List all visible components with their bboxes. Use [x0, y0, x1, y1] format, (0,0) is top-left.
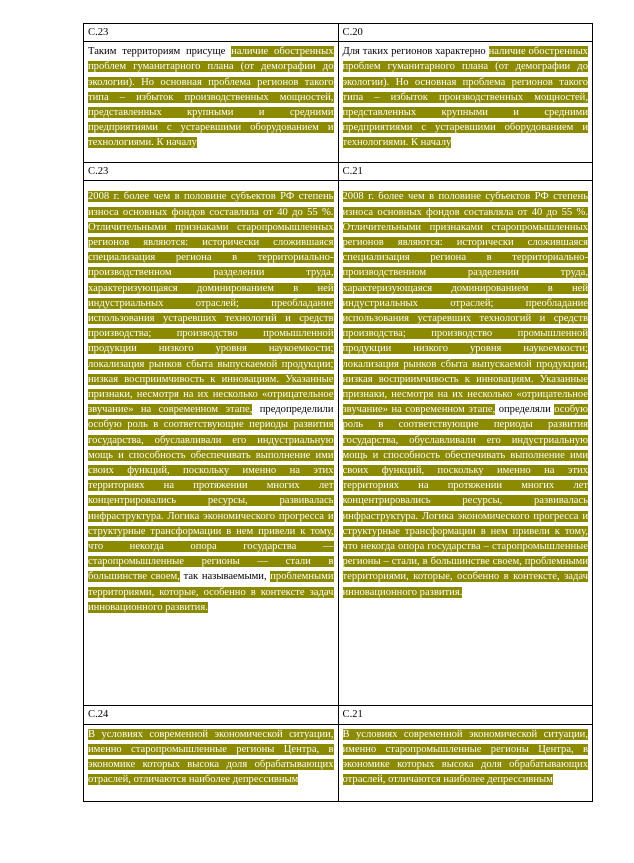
left-text-cell — [84, 724, 339, 801]
left-page-number: С.23 — [84, 24, 339, 42]
left-changed-word: так называемыми, — [183, 571, 267, 583]
left-highlighted-text: проблемными территориями, которые, особенно в контексте задач инновационного развития. — [88, 571, 334, 613]
right-text-cell — [338, 181, 593, 706]
right-page-number: С.21 — [338, 706, 593, 724]
right-page-number: С.20 — [338, 24, 593, 42]
right-text-cell — [338, 724, 593, 801]
text-row — [84, 42, 593, 163]
text-row — [84, 181, 593, 706]
left-text-cell — [84, 42, 339, 163]
right-highlighted-text: особую роль в соответствующие периоды развития государства, обуславливали его индустриальную мощь и способность обеспечивать выполнение ими своих функций, поскольку именно на этих территориях на протяжении многих лет концентрировались ресурсы, развивалась инфраструктура. Логика экономического прогресса и структурные трансформации в нем привели к тому, что некогда опора государства – старопромышленные регионы – стали, в большинстве своем, проблемными территориями, которые, особенно в контексте, задач инновационного развития. — [342, 404, 588, 598]
comparison-table — [83, 23, 593, 802]
left-highlighted-text: В условиях современной экономической ситуации, именно старопромышленные регионы Центра, в экономике которых высока доля обрабатывающих отраслей, отличаются наиболее депрессивным — [88, 728, 334, 786]
left-changed-word: предопределили — [259, 404, 334, 416]
left-page-number: С.24 — [84, 706, 339, 724]
page-header-row — [84, 24, 593, 42]
right-changed-word: определяли — [498, 404, 551, 416]
right-page-number: С.21 — [338, 163, 593, 181]
text-row — [84, 724, 593, 801]
right-highlighted-text: 2008 г. более чем в половине субъектов РФ степень износа основных фондов составляла от 40 до 55 %. Отличительными признаками старопромышленных регионов являются: исторически сложившаяся специализация региона в территориально-производственном разделении труда, характеризующаяся доминированием в ней индустриальных отраслей; преобладание использования устаревших технологий и средств производства; производство промышленной продукции низкого уровня наукоемкости; локализация рынков сбыта выпускаемой продукции; низкая восприимчивость к инновациям. Указанные признаки, несмотря на их несколько «отрицательное звучание» на современном этапе, — [342, 191, 588, 416]
left-highlighted-text: 2008 г. более чем в половине субъектов РФ степень износа основных фондов составляла от 40 до 55 %. Отличительными признаками старопромышленных регионов являются: исторически сложившаяся специализация региона в территориально-производственном разделении труда, характеризующаяся доминированием в ней индустриальных отраслей; преобладание использования устаревших технологий и средств производства; производство промышленной продукции низкого уровня наукоемкости; локализация рынков сбыта выпускаемой продукции; низкая восприимчивость к инновациям. Указанные признаки, несмотря на их несколько «отрицательное звучание» на современном этапе, — [88, 191, 334, 416]
right-highlighted-text: В условиях современной экономической ситуации, именно старопромышленные регионы Центра, в экономике которых высока доля обрабатывающих отраслей, отличаются наиболее депрессивным — [342, 728, 588, 786]
page-header-row — [84, 163, 593, 181]
left-highlighted-text: наличие обостренных проблем гуманитарного плана (от демографии до экологии). Но основная проблема регионов такого типа – избыток производственных мощностей, представленных крупными и средними предприятиями с устаревшими оборудованием и технологиями. К началу — [88, 46, 334, 149]
left-text-cell — [84, 181, 339, 706]
page-header-row — [84, 706, 593, 724]
right-text-cell — [338, 42, 593, 163]
right-lead-text: Для таких регионов характерно — [342, 46, 486, 58]
right-highlighted-text: наличие обостренных проблем гуманитарного плана (от демографии до экологии). Но основная проблема регионов такого типа – избыток производственных мощностей, представленных крупными и средними предприятиями с устаревшими оборудованием и технологиями. К началу — [342, 46, 588, 149]
left-page-number: С.23 — [84, 163, 339, 181]
left-lead-text: Таким территориям присуще — [88, 46, 226, 58]
left-highlighted-text: особую роль в соответствующие периоды развития государства, обуславливали его индустриальную мощь и способность обеспечивать выполнение ими своих функций, поскольку именно на этих территориях на протяжении многих лет концентрировались ресурсы, развивалась инфраструктура. Логика экономического прогресса и структурные трансформации в нем привели к тому, что некогда опора государства — старопромышленные регионы — стали в большинстве своем, — [88, 419, 334, 583]
